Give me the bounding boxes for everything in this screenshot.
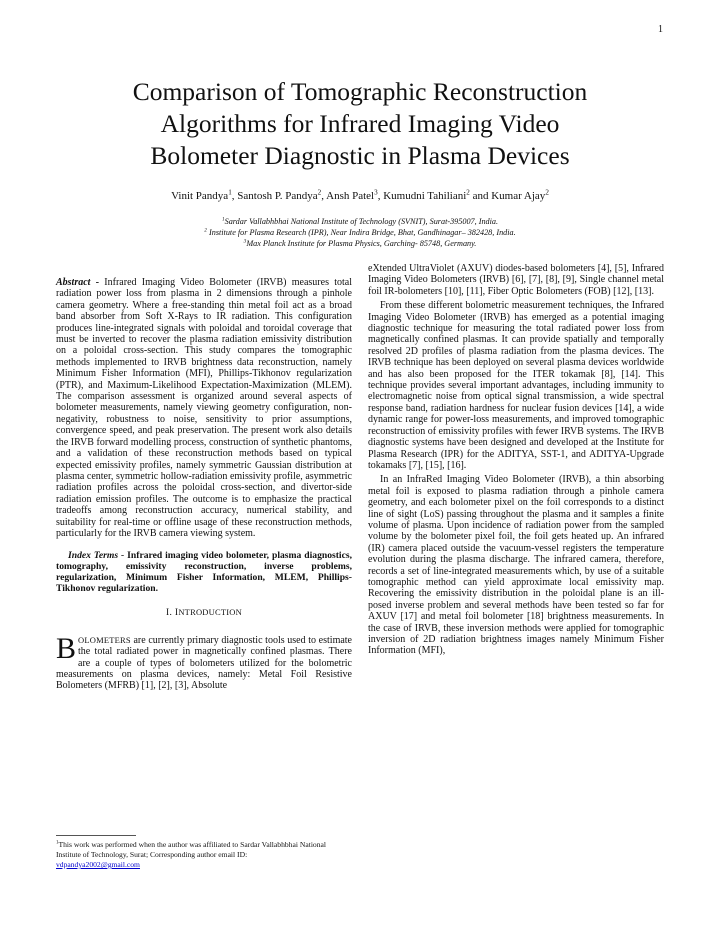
author-separator: , xyxy=(377,190,384,202)
index-terms-text: Infrared imaging video bolometer, plasma diagnostics, tomography, emissivity reconstruction, inverse problems, regularization, Minimum Fisher Information, MLEM, Phillips-Tikhonov regularization. xyxy=(56,550,352,595)
affiliation-line xyxy=(70,216,650,227)
footnote-divider xyxy=(56,835,136,836)
affiliation-mark: 2 xyxy=(204,227,207,234)
author-name: Santosh P. Pandya xyxy=(237,190,318,202)
footnote-mark: 1 xyxy=(56,840,59,846)
footnote xyxy=(56,840,352,870)
title-line: Bolometer Diagnostic in Plasma Devices xyxy=(150,141,570,170)
author-name: Kumudni Tahiliani xyxy=(383,190,467,202)
author-name: Vinit Pandya xyxy=(171,190,229,202)
author-affiliation-mark: 3 xyxy=(374,188,378,197)
intro-text: are currently primary diagnostic tools used to estimate the total radiated power in magnetically confined plasmas. There are a couple of types of bolometers utilized for the bolometric measurements on plasma devices, namely: Metal Foil Resistive Bolometers (MFRB) [1], [2], [3], Absolute xyxy=(56,634,352,692)
affiliation-text: Sardar Vallabhbhai National Institute of Technology (SVNIT), Surat-395007, India. xyxy=(224,217,499,226)
intro-smallcaps: OLOMETERS xyxy=(78,634,131,645)
author-separator: , xyxy=(321,190,327,202)
body-paragraph: From these different bolometric measurement techniques, the Infrared Imaging Video Bolometer (IRVB) has emerged as a potential imaging diagnostic technique for measuring the total radiated power loss from magnetically confined plasmas. It can provide spatially and temporally resolved 2D profiles of plasma radiation from the plasma devices. The IRVB technique has been deployed on several plasma devices worldwide and has also been proposed for the ITER tokamak [8], [14]. This technique provides several important advantages, including immunity to electromagnetic noise from optical signal transmission, a wide spectral response band, radiation hardness for nuclear fusion devices [14], a wide dynamic range for power-loss measurements, and improved tomographic reconstruction of emissivity profiles with fewer IRVB systems. The IRVB diagnostic systems have been designed and developed at the Institute for Plasma Research (IPR) for the ADITYA, SST-1, and ADITYA-Upgrade tokamaks [7], [15], [16]. xyxy=(368,300,664,471)
author-list xyxy=(70,190,650,202)
drop-cap: B xyxy=(56,631,77,665)
author-affiliation-mark: 2 xyxy=(545,188,549,197)
index-terms xyxy=(56,550,352,594)
affiliation-line xyxy=(70,227,650,238)
paper-title xyxy=(70,76,650,172)
section-title-rest: NTRODUCTION xyxy=(178,607,242,618)
author-separator: and xyxy=(469,190,492,202)
index-terms-label: Index Terms - xyxy=(68,550,125,562)
section-number: I. xyxy=(166,608,173,619)
title-line: Algorithms for Infrared Imaging Video xyxy=(160,109,560,138)
section-initial: I xyxy=(174,608,179,619)
affiliation-mark: 1 xyxy=(221,216,225,223)
author-affiliation-mark: 1 xyxy=(228,188,232,197)
abstract-text: Infrared Imaging Video Bolometer (IRVB) measures total radiation power loss from plasma in 2 dimensions through a pinhole camera geometry. Where a free-standing thin metal foil act as a broad band absorber from Soft X-Rays to IR radiation. This configuration produces line-integrated signals with poloidal and toroidal coverage that must be inverted to recover the plasma radiation emissivity distribution on a poloidal cross-section. This study compares the tomographic methods implemented to IRVB brightness data reconstruction, namely Minimum Fisher Information (MFI), Phillips-Tikhonov regularization (PTR), and Maximum-Likelihood Expectation-Maximization (MLEM). The comparison assessment is organized around several aspects of bolometer measurements, namely viewing geometry configuration, non-negativity, robustness to noise, sensitivity to prior assumptions, convergence speed, and peak preservation. The present work also details the IRVB forward modelling process, construction of synthetic phantoms, and a validation of these reconstruction methods based on typical expected emissivity profiles, namely symmetric Gaussian distribution at plasma center, symmetric hollow-radiation emissivity profile, asymmetric radiation profiles across the poloidal cross-section, and divertor-side radiation emission profiles. The outcome is to emphasize the practical tradeoffs among reconstruction accuracy, numerical stability, and suitability for real-time or offline usage of these reconstruction methods, particularly for the IRVB camera viewing system. xyxy=(56,277,353,539)
body-paragraph: eXtended UltraViolet (AXUV) diodes-based bolometers [4], [5], Infrared Imaging Video Bolometers (IRVB) [6], [7], [8], [9], Single channel metal foil IR-bolometers [10], [11], Fiber Optic Bolometers (FOB) [12], [13]. xyxy=(368,263,664,297)
abstract-label: Abstract - xyxy=(56,277,100,288)
author-affiliation-mark: 2 xyxy=(466,188,470,197)
affiliation-text: Institute for Plasma Research (IPR), Near Indira Bridge, Bhat, Gandhinagar– 382428, India. xyxy=(206,228,516,237)
author-name: Kumar Ajay xyxy=(491,190,546,202)
author-separator: , xyxy=(231,190,238,202)
footnote-text: This work was performed when the author was affiliated to Sardar Vallabhbhai National Institute of Technology, Surat; Corresponding author email ID: xyxy=(56,840,326,859)
section-heading xyxy=(56,607,352,619)
abstract xyxy=(56,277,352,539)
left-column xyxy=(56,263,352,692)
title-line: Comparison of Tomographic Reconstruction xyxy=(132,77,588,106)
right-column xyxy=(368,263,664,657)
author-name: Ansh Patel xyxy=(326,190,375,202)
affiliation-mark: 3 xyxy=(243,238,247,245)
affiliation-text: Max Planck Institute for Plasma Physics, Garching- 85748, Germany. xyxy=(246,239,477,248)
author-email-link[interactable]: vdpandya2002@gmail.com xyxy=(56,860,140,869)
page-number: 1 xyxy=(658,24,663,35)
affiliations xyxy=(70,216,650,249)
author-affiliation-mark: 2 xyxy=(317,188,322,197)
body-paragraph: In an InfraRed Imaging Video Bolometer (IRVB), a thin absorbing metal foil is exposed to plasma radiation through a pinhole camera geometry, and each bolometer pixel on the foil corresponds to a distinct line of sight (LoS) passing throughout the plasma and it samples a finite volume of plasma. Upon incidence of radiation power from the sampled volume by the bolometer pixel foil, the foil gets heated up. An infrared (IR) camera placed outside the vacuum-vessel registers the temperature evolution during the plasma discharge. The infrared camera, therefore, records a set of line-integrated measurements which, by use of a suitable tomographic method can yield approximate local emissivity map. Recovering the emissivity distribution in the poloidal plane is an ill-posed inverse problem and several methods have been tested so far for AXUV [17] and metal foil bolometer [18] brightness measurements. In the case of IRVB, these inversion methods were applied for tomographic inversion of 2D radiation brightness images namely Minimum Fisher Information (MFI), xyxy=(368,474,664,657)
affiliation-line xyxy=(70,238,650,249)
intro-paragraph xyxy=(56,631,352,692)
